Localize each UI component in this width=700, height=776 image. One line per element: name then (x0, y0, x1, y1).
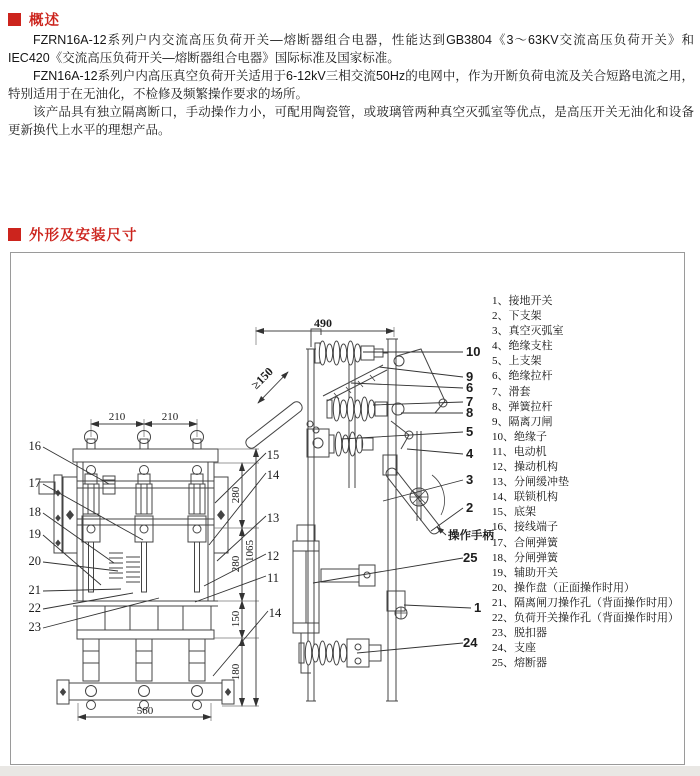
page-bottom-edge (0, 766, 700, 776)
part-item: 21、隔离闸刀操作孔（背面操作时用） (492, 596, 679, 609)
side-view (244, 316, 495, 701)
part-item: 22、负荷开关操作孔（背面操作时用） (492, 611, 679, 624)
callout-number: 6 (466, 380, 474, 395)
dim-label: 490 (314, 316, 332, 330)
overview-text (8, 31, 694, 139)
section-overview-heading (8, 9, 60, 30)
part-item: 8、弹簧拉杆 (492, 400, 553, 413)
callout-number: 22 (28, 601, 41, 615)
callout-number: 18 (28, 505, 41, 519)
callout-number: 8 (466, 405, 474, 420)
part-item: 11、电动机 (492, 445, 547, 458)
callout-number: 14 (266, 468, 280, 482)
callout-number: 10 (466, 344, 481, 359)
part-item: 4、绝缘支柱 (492, 340, 553, 353)
part-item: 23、脱扣器 (492, 627, 547, 640)
dim-label: 210 (161, 411, 179, 423)
dim-label: 210 (108, 411, 126, 423)
callout-number: 5 (466, 424, 474, 439)
section-title: 概述 (29, 13, 60, 29)
callout-number: 11 (266, 571, 280, 585)
callout-number: 15 (266, 448, 280, 462)
callout-number: 14 (268, 606, 282, 620)
handle-label: 操作手柄 (448, 530, 494, 542)
part-item: 5、上支架 (492, 355, 542, 368)
parts-list (492, 294, 679, 671)
part-item: 20、操作盘（正面操作时用） (492, 581, 635, 594)
section-bullet-icon (8, 13, 21, 26)
dim-label: 180 (230, 663, 242, 681)
part-item: 16、接线端子 (492, 521, 558, 534)
section-title: 外形及安装尺寸 (29, 228, 138, 244)
part-item: 3、真空灭弧室 (492, 325, 564, 338)
part-item: 25、熔断器 (492, 657, 547, 670)
paragraph: FZRN16A-12系列户内交流高压负荷开关—熔断器组合电器，性能达到GB3804《3～63KV交流高压负荷开关》和IEC420《交流高压负荷开关—熔断器组合电器》国际标准及国家标准。 (8, 33, 694, 65)
part-item: 7、滑套 (492, 385, 531, 398)
dim-label: ≥150 (248, 364, 276, 392)
callout-number: 13 (266, 511, 280, 525)
callout-number: 2 (466, 500, 474, 515)
callout-number: 20 (28, 554, 41, 568)
dim-label: 560 (136, 705, 154, 717)
callout-number: 4 (466, 446, 474, 461)
part-item: 6、绝缘拉杆 (492, 370, 553, 383)
callout-number: 3 (466, 472, 474, 487)
callout-number: 23 (28, 620, 41, 634)
part-item: 13、分闸缓冲垫 (492, 476, 569, 489)
dim-label: 280 (230, 486, 242, 504)
callout-number: 9 (466, 369, 474, 384)
front-view (29, 411, 283, 721)
part-item: 24、支座 (492, 642, 536, 655)
dim-label: 280 (230, 555, 242, 573)
dim-label: 150 (230, 610, 242, 628)
part-item: 18、分闸弹簧 (492, 551, 558, 564)
callout-number: 16 (28, 439, 41, 453)
callout-number: 24 (463, 635, 478, 650)
dim-label: 1065 (244, 540, 256, 562)
part-item: 2、下支架 (492, 310, 542, 323)
callout-number: 17 (28, 476, 41, 490)
part-item: 19、辅助开关 (492, 566, 558, 579)
callout-number: 21 (28, 583, 41, 597)
section-bullet-icon (8, 228, 21, 241)
part-item: 9、隔离刀闸 (492, 415, 553, 428)
callout-number: 12 (266, 549, 280, 563)
part-item: 17、合闸弹簧 (492, 536, 558, 549)
part-item: 12、操动机构 (492, 461, 558, 474)
callout-number: 25 (463, 550, 478, 565)
part-item: 15、底架 (492, 506, 536, 519)
dimension-drawing-box (10, 252, 685, 765)
callout-number: 1 (474, 600, 482, 615)
section-dimensions-heading (8, 224, 138, 245)
paragraph: FZN16A-12系列户内高压真空负荷开关适用于6-12kV三相交流50Hz的电网中，作为开断负荷电流及关合短路电流之用，特别适用于在无油化，不检修及频繁操作要求的场所。 (8, 69, 694, 101)
part-item: 14、联锁机构 (492, 491, 558, 504)
paragraph: 该产品具有独立隔离断口，手动操作力小，可配用陶瓷管，或玻璃管两种真空灭弧室等优点，是高压开关无油化和设备更新换代上水平的理想产品。 (8, 105, 694, 137)
part-item: 1、接地开关 (492, 295, 553, 307)
callout-number: 19 (28, 527, 41, 541)
callout-number: 7 (466, 394, 474, 409)
part-item: 10、绝缘子 (492, 430, 547, 443)
